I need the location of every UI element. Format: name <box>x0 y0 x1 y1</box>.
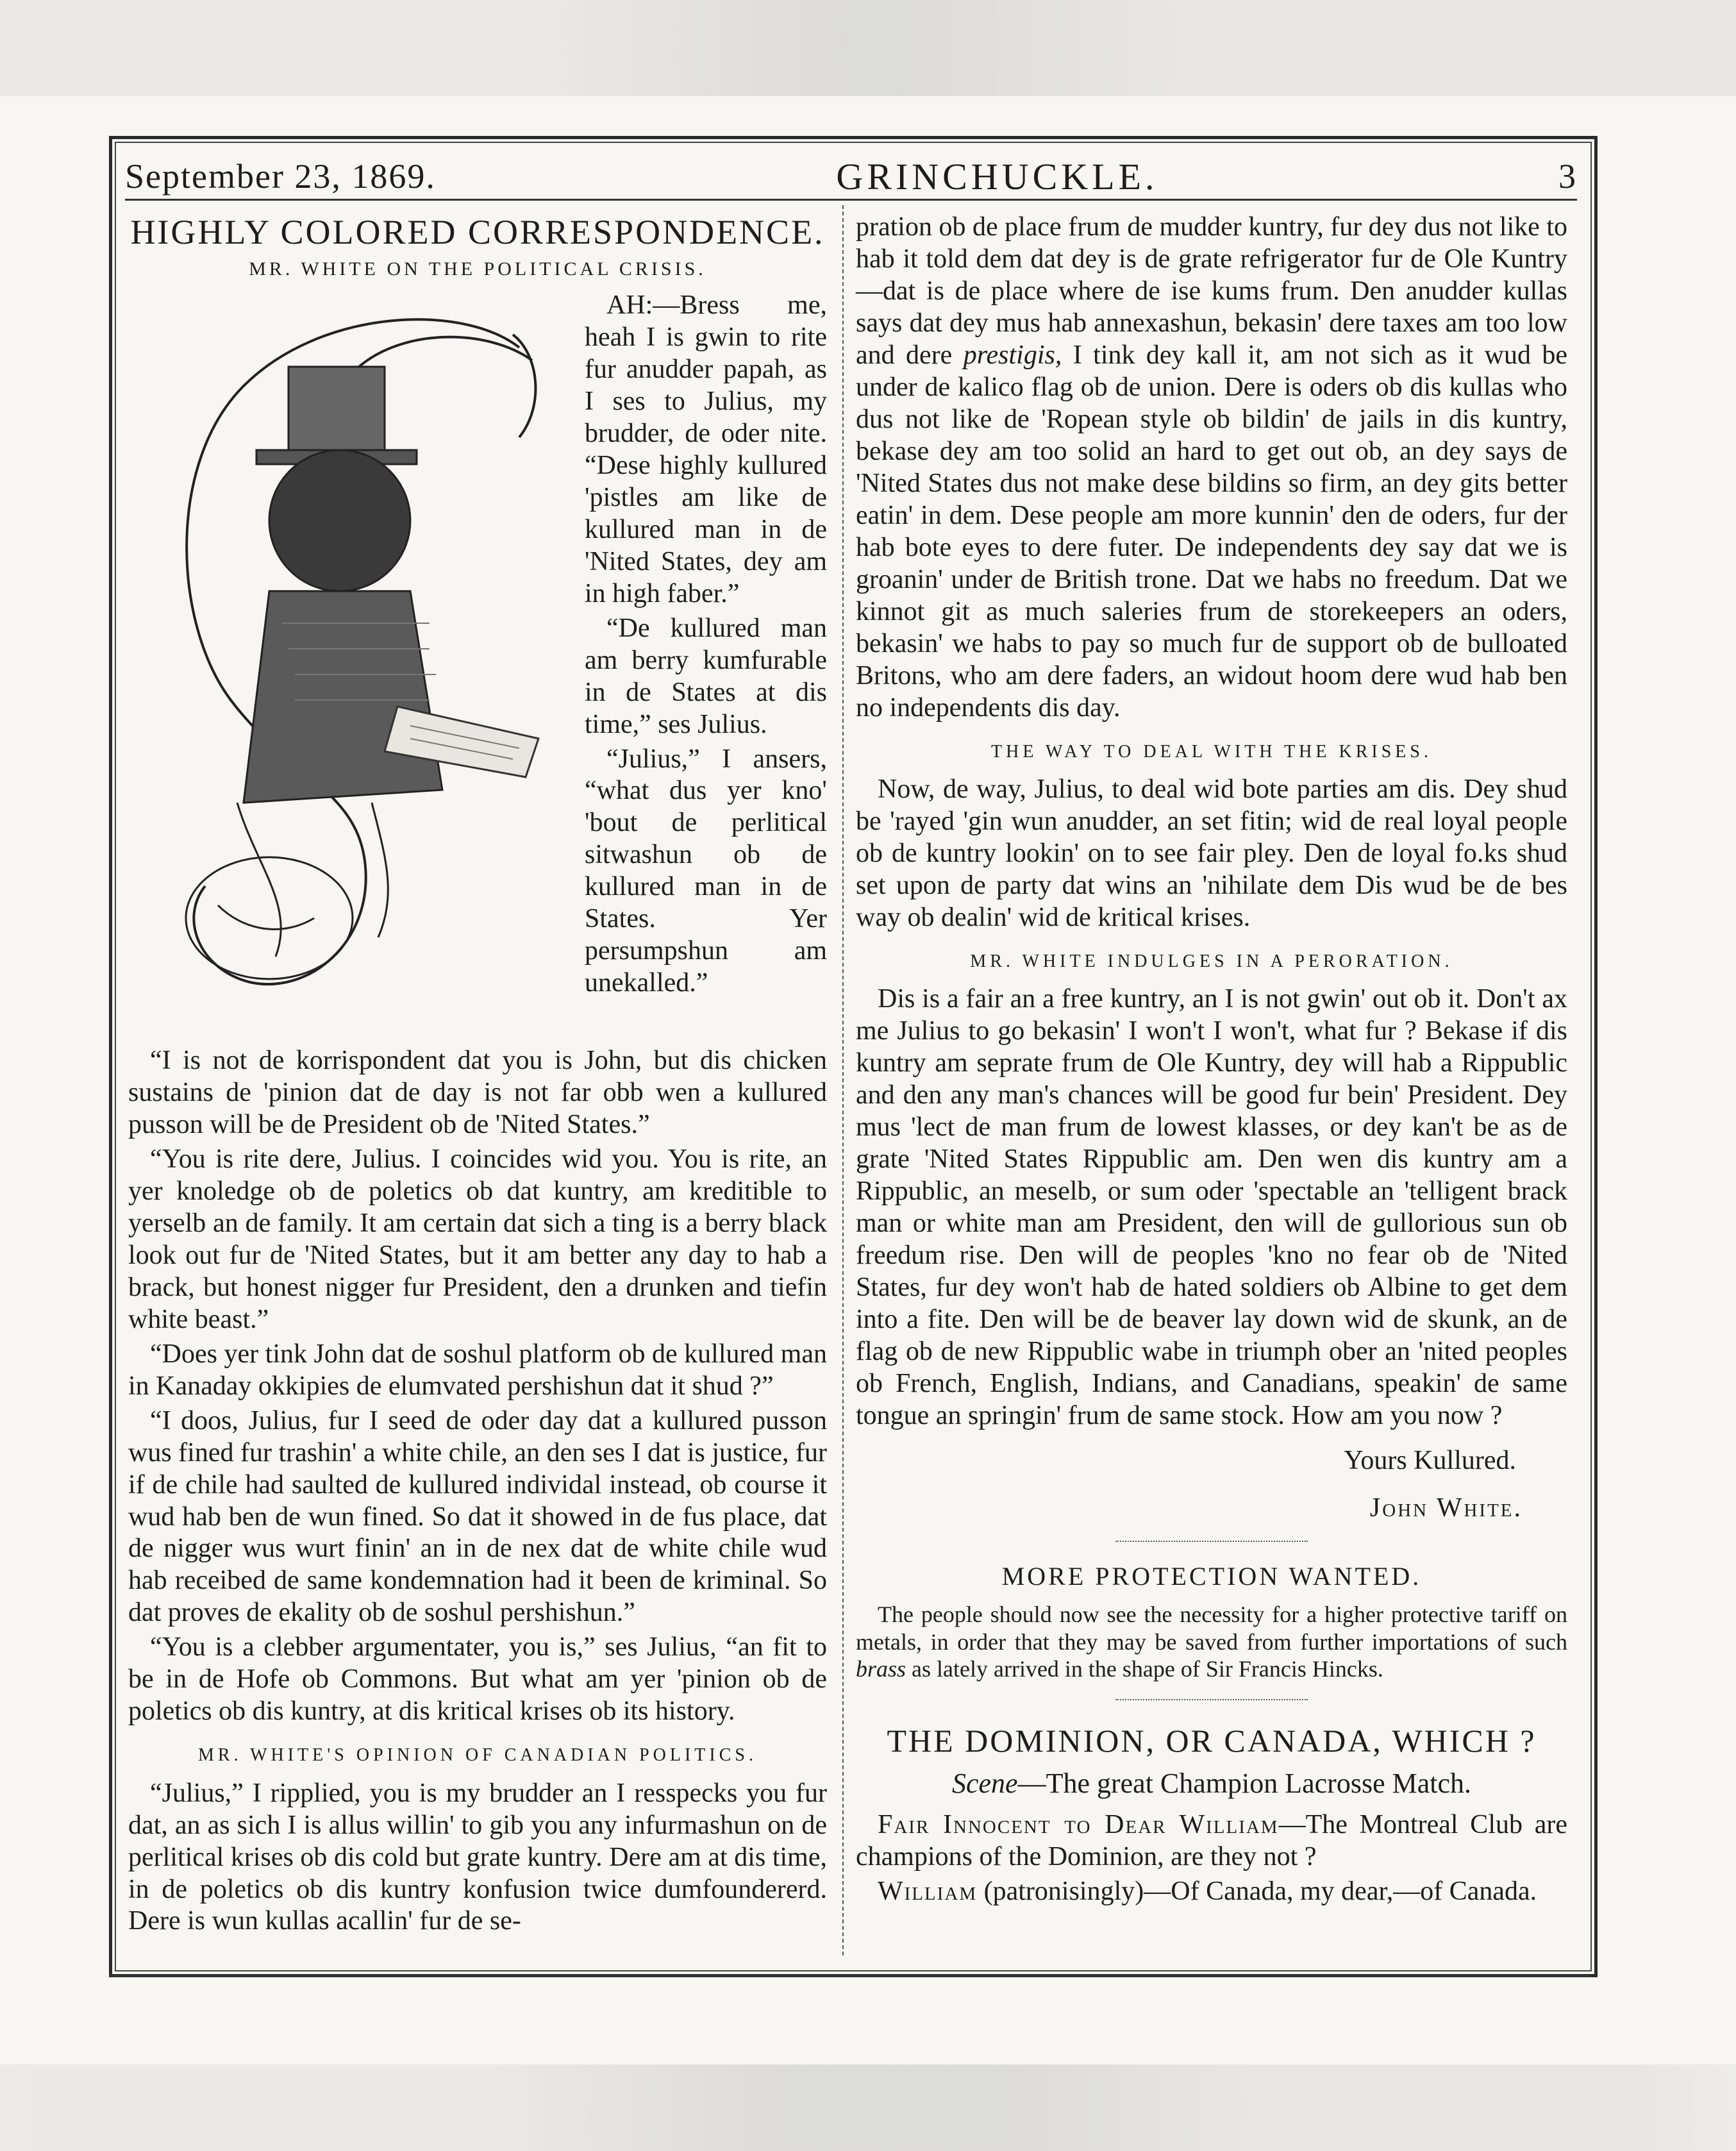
paragraph: “Does yer tink John dat de soshul platform ob de kullured man in Kanaday okkipies de elumvated pershishun dat it shud ?” <box>128 1339 827 1401</box>
page-margin-bottom <box>0 2064 1736 2151</box>
text-run: —The Montreal Club are champions of the Dominion, are they not ? <box>856 1810 1567 1872</box>
section-heading: THE WAY TO DEAL WITH THE KRISES. <box>991 741 1432 762</box>
text-run: pration ob de place frum de mudder kuntry, fur dey dus not like to hab it told dem dat dey is de grate refrigerator fur de Ole Kuntry—dat is de place where de ise kums frum. Den anudder kullas says dat dey mus hab annexashun, bekasin' dere taxes am too low and dere <box>856 212 1567 370</box>
speaker: Fair Innocent to Dear William <box>878 1810 1279 1840</box>
page-margin-top <box>0 0 1736 96</box>
paragraph: AH:—Bress me, heah I is gwin to rite fur anudder papah, as I ses to Julius, my brudder, de oder nite. “Dese highly kullured 'pistles am like de kullured man in de 'Nited States, dey am in high faber.” <box>585 290 827 608</box>
column-divider <box>842 205 844 1955</box>
text-run: I tink dey kall it, am not sich as it wud be under de kalico flag ob de union. Dere is oders ob dis kullas who dus not like de 'Ropean style ob bildin' de jails in dis kuntry, bekase dey am too solid an hard to get out ob, an dey says de 'Nited States dus not make dese bildins so firm, an dey gits better eatin' in dem. Dese people am more kunnin' den de oders, fur der hab bote eyes to dere futer. De independents dey say dat we is groanin' under de British trone. Dat we habs no freedum. Dat we kinnot git as much saleries frum de storekeepers an oders, bekasin' we habs to pay so much fur de support ob de bulloated Britons, who am dere faders, an widout hoom dere wud hab ben no independents dis day. <box>856 340 1567 723</box>
article-subhead: MR. WHITE ON THE POLITICAL CRISIS. <box>249 258 706 280</box>
section-heading: MR. WHITE INDULGES IN A PERORATION. <box>970 951 1453 971</box>
paragraph: Now, de way, Julius, to deal wid bote parties am dis. Dey shud be 'rayed 'gin wun anudder, an set fitin; wid de real loyal people ob de kuntry lookin' on to see fair pley. Den de loyal fo.ks shud set upon de party dat wins an 'nihilate dem Dis wud be de bes way ob dealin' wid de kritical krises. <box>856 774 1567 932</box>
caricature-illustration <box>128 290 571 1040</box>
article-headline: HIGHLY COLORED CORRESPONDENCE. <box>130 213 825 251</box>
running-head <box>125 154 1577 201</box>
notice-paragraph <box>856 1601 1567 1682</box>
dialogue-line <box>856 1809 1567 1873</box>
paragraph: “I doos, Julius, fur I seed de oder day dat a kullured pusson wus fined fur trashin' a white chile, an den ses I dat is justice, fur if de chile had saulted de kullured individal instead, ob course it wud hab ben de wun fined. So dat it showed in de fus place, dat de nigger wus wurt finin' an in de nex dat de white chile wud hab receibed de same kondemnation had it been de kriminal. So dat proves de ekality ob de soshul pershishun.” <box>128 1405 827 1628</box>
paragraph: “Julius,” I ripplied, you is my brudder an I resspecks you fur dat, an as sich I is allus willin' to gib you any infurmashun on de perlitical krises ob dis cold but grate kuntry. Dere am at dis time, in de poletics ob dis kuntry konfusion twice dumfoundererd. Dere is wun kullas acallin' fur de se- <box>128 1778 827 1936</box>
scene-line <box>856 1767 1567 1800</box>
closing: Yours Kullured. <box>1344 1445 1516 1475</box>
paragraph: “I is not de korrispondent dat you is John, but dis chicken sustains de 'pinion dat de day is not far obb wen a kullured pusson will be de President ob de 'Nited States.” <box>128 1045 827 1139</box>
left-column <box>128 212 827 1940</box>
paragraph: “You is a clebber argumentater, you is,” ses Julius, “an fit to be in de Hofe ob Commons. But what am yer 'pinion ob de poletics ob dis kuntry, at dis kritical krises ob its history. <box>128 1632 827 1727</box>
text-run: (patronisingly)—Of Canada, my dear,—of Canada. <box>977 1877 1537 1907</box>
bottom-rule <box>109 1975 1591 1977</box>
paragraph <box>856 212 1567 724</box>
page-number: 3 <box>1558 157 1577 196</box>
emphasis: brass <box>856 1656 906 1682</box>
speaker: William <box>878 1877 978 1907</box>
divider <box>1115 1541 1308 1542</box>
text-run: The people should now see the necessity for a higher protective tariff on metals, in order that they may be saved from further importations of such <box>856 1602 1567 1655</box>
text-run: as lately arrived in the shape of Sir Francis Hincks. <box>906 1656 1383 1682</box>
text-run: —The great Champion Lacrosse Match. <box>1017 1767 1472 1799</box>
section-heading: MORE PROTECTION WANTED. <box>1001 1562 1422 1591</box>
issue-date: September 23, 1869. <box>125 157 436 196</box>
paragraph: “De kullured man am berry kumfurable in de States at dis time,” ses Julius. <box>585 613 827 739</box>
emphasis: prestigis, <box>963 340 1062 370</box>
paragraph: “Julius,” I ansers, “what dus yer kno' 'bout de perlitical sitwashun ob de kullured man in de States. Yer persumpshun am unekalled.” <box>585 744 827 998</box>
paragraph: “You is rite dere, Julius. I coincides wid you. You is rite, an yer knoledge ob de poletics ob dat kuntry, am kreditible to yerselb an de family. It am certain dat sich a ting is a berry black look out fur de 'Nited States, but it am better any day to hab a brack, but honest nigger fur President, den a drunken and tiefin white beast.” <box>128 1144 827 1334</box>
emphasis: Scene <box>951 1767 1018 1799</box>
section-heading: THE DOMINION, OR CANADA, WHICH ? <box>887 1723 1537 1759</box>
divider <box>1115 1699 1308 1700</box>
signature: John White. <box>1369 1493 1523 1523</box>
section-heading: MR. WHITE'S OPINION OF CANADIAN POLITICS. <box>198 1745 757 1766</box>
paragraph: Dis is a fair an a free kuntry, an I is not gwin' out ob it. Don't ax me Julius to go bekasin' I won't I won't, what fur ? Bekase if dis kuntry am seprate frum de Ole Kuntry, dey will hab a Rippublic and den any man's chances will be good fur bein' President. Dey mus 'lect de man frum de lowest klasses, or dey kan't be as de grate 'Nited States Rippublic am. Den wen dis kuntry am a Rippublic, an meselb, or sum oder 'spectable an 'telligent brack man or white man am President, den will de gullorious sun ob freedum rise. Den will de peoples 'kno no fear ob de 'Nited States, fur dey won't hab de hated soldiers ob Albine to get dem into a fite. Den will be de beaver lay down wid de skunk, an de flag ob de new Rippublic wabe in triumph ober an 'nited peoples ob French, English, Indians, and Canadians, speakin' de same tongue an springin' frum de same stock. How am you now ? <box>856 983 1567 1430</box>
publication-title: GRINCHUCKLE. <box>836 155 1158 197</box>
dialogue-line <box>856 1876 1567 1908</box>
right-column <box>856 212 1567 1911</box>
